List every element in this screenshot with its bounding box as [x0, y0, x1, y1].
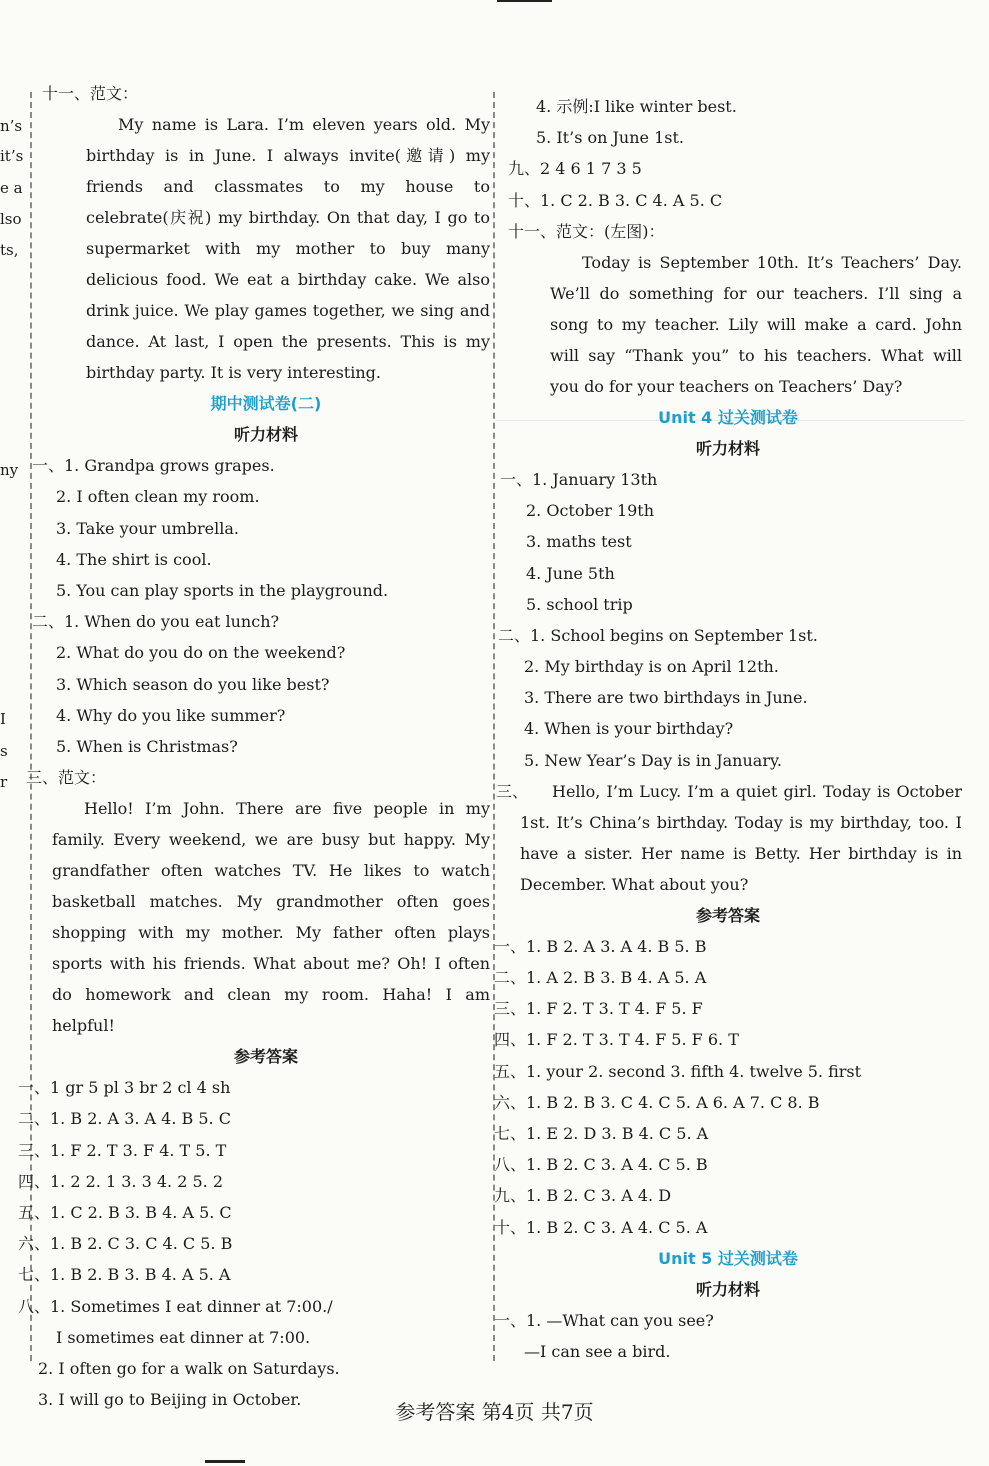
answer-row: 一、1. B 2. A 3. A 4. B 5. B: [494, 936, 707, 956]
list-item: 2. October 19th: [526, 501, 655, 521]
answer-row: 九、1. B 2. C 3. A 4. D: [494, 1186, 672, 1206]
edge-fragment: r: [0, 773, 8, 791]
list-item: 4. The shirt is cool.: [56, 549, 212, 569]
answer-row: 一、1 gr 5 pl 3 br 2 cl 4 sh: [18, 1078, 231, 1098]
list-item: 5. It’s on June 1st.: [536, 128, 684, 148]
list-item: 2. What do you do on the weekend?: [56, 643, 346, 663]
edge-fragment: e a: [0, 179, 23, 197]
answer-row: 3. I will go to Beijing in October.: [38, 1390, 302, 1410]
answer-row: 五、1. C 2. B 3. B 4. A 5. C: [18, 1203, 232, 1222]
section-title: 期中测试卷(二): [210, 394, 322, 414]
question-label: 十一、范文：(左图)：: [508, 221, 665, 241]
essay-text: [520, 776, 962, 900]
list-item: 5. When is Christmas?: [56, 736, 238, 756]
essay-text: [12, 793, 490, 1041]
answer-row: 五、1. your 2. second 3. fifth 4. twelve 5. first: [494, 1061, 862, 1081]
list-item: 2. My birthday is on April 12th.: [524, 657, 779, 677]
page-footer: 参考答案 第4页 共7页: [395, 1400, 594, 1424]
question-label: 三、: [496, 781, 529, 801]
subsection-title: 听力材料: [695, 1279, 760, 1299]
list-item: 一、1. —What can you see?: [494, 1310, 714, 1330]
list-item: 3. Which season do you like best?: [56, 674, 330, 694]
list-item: 二、1. School begins on September 1st.: [498, 625, 818, 645]
right-column: [494, 91, 962, 1367]
answer-row: 十、1. B 2. C 3. A 4. C 5. A: [494, 1217, 708, 1237]
section-title: Unit 4 过关测试卷: [658, 407, 798, 427]
question-label: 三、范文：: [26, 768, 107, 788]
answer-row: 二、1. A 2. B 3. B 4. A 5. A: [494, 968, 707, 987]
answer-row: 四、1. 2 2. 1 3. 3 4. 2 5. 2: [18, 1171, 224, 1191]
list-item: 5. You can play sports in the playground.: [56, 580, 389, 600]
list-item: 5. New Year’s Day is in January.: [524, 750, 782, 770]
essay-text: [12, 109, 490, 388]
list-item: 4. June 5th: [526, 563, 615, 583]
list-item: 二、1. When do you eat lunch?: [32, 612, 280, 632]
answer-row: 八、1. B 2. C 3. A 4. C 5. B: [494, 1155, 708, 1175]
list-item: 一、1. Grandpa grows grapes.: [32, 456, 275, 476]
edge-fragment: s: [0, 742, 8, 760]
list-item: 4. 示例:I like winter best.: [536, 97, 737, 116]
left-column: [12, 78, 490, 1415]
answer-row: 2. I often go for a walk on Saturdays.: [38, 1358, 340, 1378]
answers-title: 参考答案: [233, 1047, 298, 1067]
answer-row: 三、1. F 2. T 3. T 4. F 5. F: [494, 999, 703, 1019]
list-item: 3. Take your umbrella.: [56, 518, 239, 538]
subsection-title: 听力材料: [233, 425, 298, 445]
answer-row: 七、1. B 2. B 3. B 4. A 5. A: [18, 1265, 231, 1285]
bottom-mark: [205, 1460, 245, 1463]
essay-paragraph: Hello, I’m Lucy. I’m a quiet girl. Today is October 1st. It’s China’s birthday. Today is my birthday, too. I have a sister. Her name is Betty. Her birthday is in December. What about you?: [520, 781, 962, 894]
essay-paragraph: Today is September 10th. It’s Teachers’ Day. We’ll do something for our teachers. I’ll sing a song to my teacher. Lily will make a card. John will say “Thank you” to his teachers. What will you do for your teachers on Teachers’ Day?: [550, 252, 962, 396]
edge-fragment: ny: [0, 461, 19, 479]
answer-row: 二、1. B 2. A 3. A 4. B 5. C: [18, 1109, 231, 1129]
edge-fragment: lso: [0, 210, 22, 228]
answer-row: 九、2 4 6 1 7 3 5: [508, 159, 642, 179]
answer-row: 三、1. F 2. T 3. F 4. T 5. T: [18, 1140, 227, 1160]
top-mark: [497, 0, 552, 2]
answer-row: 六、1. B 2. C 3. C 4. C 5. B: [18, 1234, 233, 1254]
edge-fragment: I: [0, 710, 6, 728]
edge-fragment: ts,: [0, 241, 19, 259]
answer-row: 八、1. Sometimes I eat dinner at 7:00./: [18, 1296, 333, 1316]
subsection-title: 听力材料: [695, 438, 760, 458]
answers-title: 参考答案: [695, 905, 760, 925]
essay-paragraph: Hello! I’m John. There are five people in my family. Every weekend, we are busy but happy. My grandfather often watches TV. He likes to watch basketball matches. My grandmother often goes shopping with my mother. My father often plays sports with his friends. What about me? Oh! I often do homework and clean my room. Haha! I am helpful!: [52, 799, 490, 1036]
list-item: 3. maths test: [526, 532, 632, 552]
list-item: 4. Why do you like summer?: [56, 705, 286, 725]
edge-fragment: it’s: [0, 147, 24, 165]
essay-paragraph: My name is Lara. I’m eleven years old. My birthday is in June. I always invite(邀请) my friends and classmates to my house to celebrate(庆祝) my birthday. On that day, I go to supermarket with my mother to buy many delicious food. We eat a birthday cake. We also drink juice. We play games together, we sing and dance. At last, I open the presents. This is my birthday party. It is very interesting.: [86, 115, 490, 383]
list-item: 3. There are two birthdays in June.: [524, 688, 808, 708]
answer-row: 六、1. B 2. B 3. C 4. C 5. A 6. A 7. C 8. B: [494, 1092, 820, 1112]
essay-block: [494, 776, 962, 900]
answer-row: 十、1. C 2. B 3. C 4. A 5. C: [508, 190, 723, 210]
question-label: 十一、范文：: [42, 84, 139, 103]
essay-text: [494, 247, 962, 402]
answer-row: 七、1. E 2. D 3. B 4. C 5. A: [494, 1123, 709, 1143]
list-item: 2. I often clean my room.: [56, 487, 260, 507]
list-item: 4. When is your birthday?: [524, 719, 734, 739]
list-item: 5. school trip: [526, 594, 633, 614]
section-title: Unit 5 过关测试卷: [658, 1248, 798, 1268]
answer-row: I sometimes eat dinner at 7:00.: [56, 1327, 311, 1347]
answer-row: 四、1. F 2. T 3. T 4. F 5. F 6. T: [494, 1030, 739, 1050]
edge-fragment: n’s: [0, 117, 23, 135]
list-item: 一、1. January 13th: [500, 469, 658, 489]
list-item: —I can see a bird.: [524, 1341, 671, 1361]
